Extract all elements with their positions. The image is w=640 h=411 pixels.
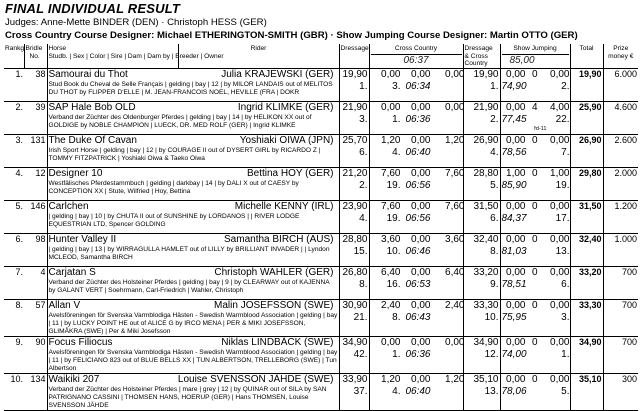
cross-country-scores: 0,00 0,00 0,00 3. 06:34 xyxy=(369,68,463,101)
rider-name: Julia KRAJEWSKI (GER) xyxy=(221,68,334,80)
total-score: 34,90 xyxy=(570,336,603,373)
total-score: 31,50 xyxy=(570,200,603,233)
dressage-cc-score: 34,90 12. xyxy=(463,336,500,373)
dressage-score: 25,70 6. xyxy=(339,134,369,167)
table-row xyxy=(4,336,638,373)
prize-money: 300 xyxy=(603,373,638,410)
cross-country-scores: 2,40 0,00 2,40 8. 06:43 xyxy=(369,299,463,336)
dressage-score: 34,90 42. xyxy=(339,336,369,373)
rank: 6. xyxy=(4,233,24,266)
cross-country-scores: 0,00 0,00 0,00 1. 06:36 xyxy=(369,101,463,134)
prize-money: 2.000 xyxy=(603,167,638,200)
bridle-number: 131 xyxy=(24,134,47,167)
dressage-score: 26,80 8. xyxy=(339,266,369,299)
total-score: 33,30 xyxy=(570,299,603,336)
cc-optimum-time: 06:37 xyxy=(403,54,429,66)
horse-name: Focus Filiocus xyxy=(48,336,113,348)
total-score: 33,20 xyxy=(570,266,603,299)
horse-rider-cell xyxy=(47,336,339,373)
horse-details: Verband der Züchter des Holsteiner Pferdes | gelding | bay | 9 | by CLEARWAY out of KAJENNA by GALANT VERT | Soehrmann, Carl-Friedrich | Wahler, Christoph xyxy=(48,278,330,294)
horse-rider-cell xyxy=(47,167,339,200)
header-rank: Rankg xyxy=(4,44,24,68)
horse-details: Verband der Züchter des Holsteiner Pferdes | mare | grey | 12 | by QUINAR out of SILA by SAN PATRIGNANO CASSINI | THOMSEN HANS, HOERUP (GER) | Hans THOMSEN, Louise SVENSSON JÄHDE xyxy=(48,385,327,409)
prize-money: 700 xyxy=(603,299,638,336)
rider-name: Michelle KENNY (IRL) xyxy=(234,200,334,212)
horse-name: Designer 10 xyxy=(48,167,103,179)
dressage-cc-score: 33,30 10. xyxy=(463,299,500,336)
total-score: 19,90 xyxy=(570,68,603,101)
dressage-score: 30,90 21. xyxy=(339,299,369,336)
header-dressage-cc: Dressage & Cross Country xyxy=(463,44,500,68)
rider-name: Bettina HOY (GER) xyxy=(246,167,334,179)
dressage-score: 21,90 3. xyxy=(339,101,369,134)
show-jumping-scores: 1,00 0 1,00 85,90 19. xyxy=(500,167,570,200)
rider-name: Yoshiaki OIWA (JPN) xyxy=(239,134,334,146)
header-horse: Horse Studb. | Sex | Color | Sire | Dam | Dam by | Breeder | Owner xyxy=(47,44,178,68)
rank: 8. xyxy=(4,299,24,336)
prize-money: 6.000 xyxy=(603,68,638,101)
rank: 5. xyxy=(4,200,24,233)
horse-rider-cell xyxy=(47,299,339,336)
show-jumping-scores: 0,00 0 0,00 81,03 13. xyxy=(500,233,570,266)
prize-money: 1.000 xyxy=(603,233,638,266)
bridle-number: 146 xyxy=(24,200,47,233)
rank: 10. xyxy=(4,373,24,410)
sj-optimum-time: 85,00 xyxy=(509,54,535,66)
bridle-number: 134 xyxy=(24,373,47,410)
horse-details: Irish Sport Horse | gelding | bay | 12 | by COURAGE II out of DYSERT GIRL by RICARDO Z | TOMMY FITZPATRICK | Yoshiaki Oiwa & Taeko Oiwa xyxy=(48,146,321,162)
show-jumping-scores: 0,00 4 4,00 77,45 22. fd-11 xyxy=(500,101,570,134)
rider-name: Niklas LINDBÄCK (SWE) xyxy=(221,336,334,348)
header-dressage: Dressage xyxy=(339,44,369,68)
dressage-score: 23,90 4. xyxy=(339,200,369,233)
horse-name: Carlchen xyxy=(48,200,89,212)
horse-rider-cell xyxy=(47,68,339,101)
judges-label: Judges: xyxy=(5,17,39,28)
horse-rider-cell xyxy=(47,101,339,134)
table-row xyxy=(4,299,638,336)
table-row xyxy=(4,373,638,410)
dressage-cc-score: 19,90 1. xyxy=(463,68,500,101)
cc-designer-name: Michael ETHERINGTON-SMITH (GBR) xyxy=(156,30,328,41)
prize-money: 4.600 xyxy=(603,101,638,134)
dressage-score: 21,20 2. xyxy=(339,167,369,200)
horse-rider-cell xyxy=(47,266,339,299)
table-row xyxy=(4,233,638,266)
dressage-cc-score: 31,50 6. xyxy=(463,200,500,233)
show-jumping-scores: 0,00 0 0,00 75,95 3. xyxy=(500,299,570,336)
horse-name: Carjatan S xyxy=(48,266,96,278)
show-jumping-scores: 0,00 0 0,00 78,51 6. xyxy=(500,266,570,299)
total-score: 29,80 xyxy=(570,167,603,200)
rank: 4. xyxy=(4,167,24,200)
horse-details: | gelding | bay | 13 | by WIRRAGULLA HAMLET out of LILLY by BRILLIANT INVADER | | Lyndon MCLEOD, Samantha BIRCH xyxy=(48,245,330,261)
horse-details: Avelsföreningen för Svenska Varmblodiga Hästen - Swedish Warmblood Association | gelding | bay | 11 | by LUCKY POINT HE out of ALICE G by IRCO MENA | PER & MIKI JOSEFSSON, GLIMÅKRA (SWE) | Per & Miki Josefsson xyxy=(48,311,338,335)
judges-line xyxy=(5,17,267,28)
horse-name: Hunter Valley II xyxy=(48,233,117,245)
rider-name: Ingrid KLIMKE (GER) xyxy=(237,101,334,113)
rank: 9. xyxy=(4,336,24,373)
cross-country-scores: 1,20 0,00 1,20 4. 06:40 xyxy=(369,134,463,167)
page-title: FINAL INDIVIDUAL RESULT xyxy=(5,1,181,16)
horse-name: Allan V xyxy=(48,299,81,311)
bridle-number: 4 xyxy=(24,266,47,299)
dressage-cc-score: 33,20 9. xyxy=(463,266,500,299)
results-table xyxy=(4,44,638,411)
header-prize: Prize money € xyxy=(603,44,638,68)
rank: 2. xyxy=(4,101,24,134)
total-score: 25,90 xyxy=(570,101,603,134)
show-jumping-scores: 0,00 0 0,00 78,06 5. xyxy=(500,373,570,410)
rider-name: Samantha BIRCH (AUS) xyxy=(224,233,334,245)
horse-name: Samourai du Thot xyxy=(48,68,128,80)
sj-designer-name: Martin OTTO (GER) xyxy=(489,30,578,41)
prize-money: 1.200 xyxy=(603,200,638,233)
table-row xyxy=(4,134,638,167)
judges-names: Anne-Mette BINDER (DEN) · Christoph HESS (GER) xyxy=(40,17,267,28)
table-row xyxy=(4,101,638,134)
horse-details: Verband der Züchter des Oldenburger Pferdes | gelding | bay | 14 | by HELIKON XX out of GOLDIGE by NOBLE CHAMPION | LUECK, DR. MED ROLF (GER) | Ingrid KLIMKE xyxy=(48,113,312,129)
table-header xyxy=(4,44,638,68)
cross-country-scores: 7,60 0,00 7,60 19. 06:56 xyxy=(369,167,463,200)
dressage-cc-score: 21,90 2. xyxy=(463,101,500,134)
prize-money: 2.600 xyxy=(603,134,638,167)
total-score: 32,40 xyxy=(570,233,603,266)
bridle-number: 98 xyxy=(24,233,47,266)
table-row xyxy=(4,167,638,200)
header-cross-country: Cross Country 06:37 xyxy=(369,44,463,68)
total-score: 35,10 xyxy=(570,373,603,410)
header-show-jumping: Show Jumping 85,00 xyxy=(500,44,570,68)
dressage-score: 28,80 15. xyxy=(339,233,369,266)
bridle-number: 57 xyxy=(24,299,47,336)
rider-name: Louise SVENSSON JÄHDE (SWE) xyxy=(177,373,334,385)
dressage-score: 33,90 37. xyxy=(339,373,369,410)
horse-rider-cell xyxy=(47,373,339,410)
header-total: Total xyxy=(570,44,603,68)
bridle-number: 90 xyxy=(24,336,47,373)
dressage-cc-score: 35,10 13. xyxy=(463,373,500,410)
dressage-score: 19,90 1. xyxy=(339,68,369,101)
table-row xyxy=(4,200,638,233)
course-designers-line xyxy=(5,30,578,41)
prize-money: 700 xyxy=(603,266,638,299)
cross-country-scores: 7,60 0,00 7,60 19. 06:56 xyxy=(369,200,463,233)
rank: 7. xyxy=(4,266,24,299)
cross-country-scores: 0,00 0,00 0,00 1. 06:36 xyxy=(369,336,463,373)
show-jumping-scores: 0,00 0 0,00 74,00 1. xyxy=(500,336,570,373)
show-jumping-scores: 0,00 0 0,00 74,90 2. xyxy=(500,68,570,101)
horse-rider-cell xyxy=(47,134,339,167)
cross-country-scores: 6,40 0,00 6,40 16. 06:53 xyxy=(369,266,463,299)
horse-rider-cell xyxy=(47,233,339,266)
table-row xyxy=(4,266,638,299)
horse-details: Avelsföreningen för Svenska Varmblodiga Hästen - Swedish Warmblood Association | gelding | bay | 11 | by FELICIANO 823 out of BLUE BELLS XX | TUN ALBERTSON, TRELLEBORG (SWE) | Tun Albertson xyxy=(48,348,338,372)
dressage-cc-score: 28,80 5. xyxy=(463,167,500,200)
bridle-number: 38 xyxy=(24,68,47,101)
horse-details: Westfälisches Pferdestammbuch | gelding | darkbay | 14 | by DALI X out of CAESY by CONCEPTION XX | Stute, Wilfried | Hoy, Bettina xyxy=(48,179,299,195)
header-rider: Rider xyxy=(178,44,339,68)
show-jumping-scores: 0,00 0 0,00 78,56 7. xyxy=(500,134,570,167)
horse-name: Waikiki 207 xyxy=(48,373,100,385)
cross-country-scores: 1,20 0,00 1,20 4. 06:40 xyxy=(369,373,463,410)
bridle-number: 12 xyxy=(24,167,47,200)
horse-details: | gelding | bay | 10 | by CHUTA II out of SUNSHINE by LORDANOS | | RIVER LODGE EQUESTRIAN LTD, Spencer GOLDING xyxy=(48,212,300,228)
bridle-number: 39 xyxy=(24,101,47,134)
prize-money: 700 xyxy=(603,336,638,373)
horse-name: SAP Hale Bob OLD xyxy=(48,101,136,113)
sj-designer-label: · Show Jumping Course Designer: xyxy=(330,30,488,41)
rank: 3. xyxy=(4,134,24,167)
horse-name: The Duke Of Cavan xyxy=(48,134,137,146)
sj-fault-note: fd-11 xyxy=(534,125,547,132)
dressage-cc-score: 32,40 8. xyxy=(463,233,500,266)
horse-details: Stud Book du Cheval de Selle Français | gelding | bay | 12 | by MILOR LANDAIS out of MELITOS DU THOT by FLIPPER D'ELLE | M. JEAN-FRANCOIS NOEL, HEVILLE (FRA | DOKR xyxy=(48,80,333,96)
horse-rider-cell xyxy=(47,200,339,233)
rank: 1. xyxy=(4,68,24,101)
total-score: 26,90 xyxy=(570,134,603,167)
rider-name: Christoph WAHLER (GER) xyxy=(214,266,334,278)
table-row xyxy=(4,68,638,101)
show-jumping-scores: 0,00 0 0,00 84,37 17. xyxy=(500,200,570,233)
cross-country-scores: 3,60 0,00 3,60 10. 06:46 xyxy=(369,233,463,266)
rider-name: Malin JOSEFSSON (SWE) xyxy=(214,299,334,311)
dressage-cc-score: 26,90 4. xyxy=(463,134,500,167)
cc-designer-label: Cross Country Course Designer: xyxy=(5,30,155,41)
header-bridle: Bridle No. xyxy=(24,44,47,68)
